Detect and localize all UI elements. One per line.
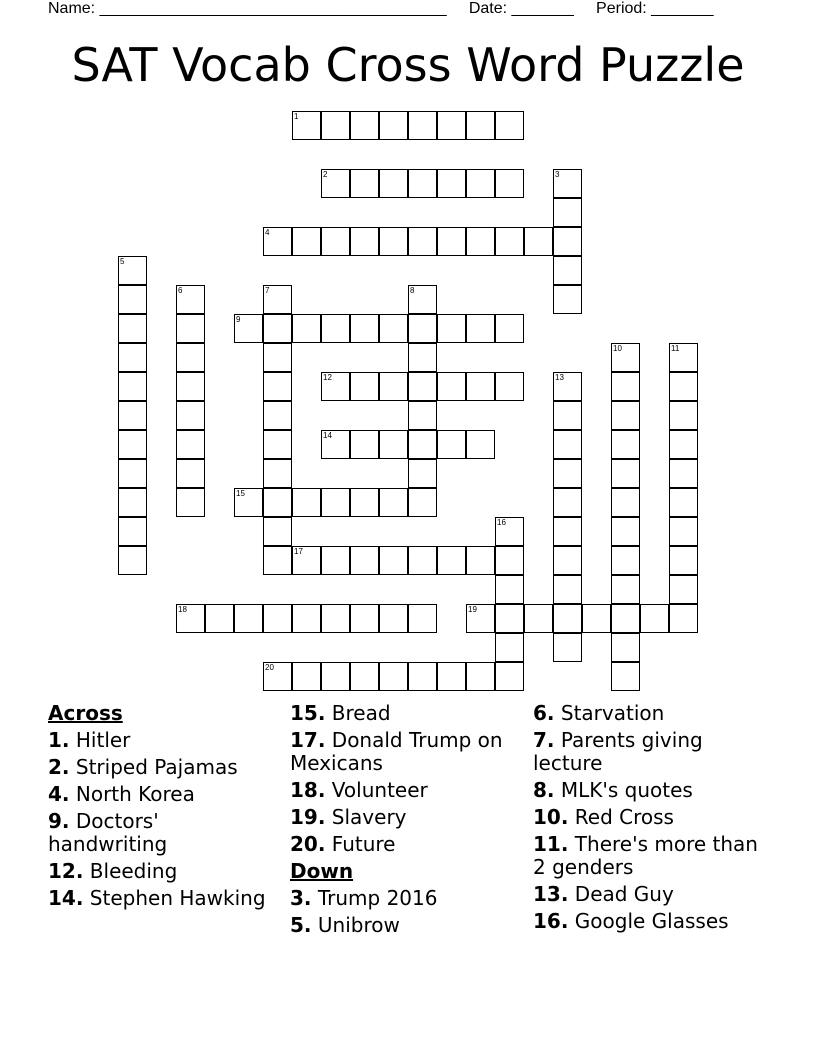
clue-down-10: 10. Red Cross	[533, 805, 674, 829]
grid-cell	[176, 372, 205, 401]
grid-cell	[669, 430, 698, 459]
grid-cell	[321, 314, 350, 343]
clue-across-14: 14. Stephen Hawking	[48, 886, 266, 910]
grid-cell	[669, 488, 698, 517]
grid-cell	[118, 430, 147, 459]
grid-cell	[466, 546, 495, 575]
clue-number-label: 15	[236, 489, 245, 498]
grid-cell	[379, 546, 408, 575]
grid-cell	[350, 546, 379, 575]
grid-cell	[408, 662, 437, 691]
grid-cell	[408, 227, 437, 256]
grid-cell	[408, 343, 437, 372]
clue-number-label: 8	[410, 286, 415, 295]
grid-cell	[466, 169, 495, 198]
clues-column-3	[533, 702, 773, 937]
grid-cell	[669, 546, 698, 575]
grid-cell	[408, 459, 437, 488]
grid-cell	[553, 285, 582, 314]
clue-across-19: 19. Slavery	[290, 805, 407, 829]
clue-across-2: 2. Striped Pajamas	[48, 755, 238, 779]
grid-cell	[495, 372, 524, 401]
clue-number-label: 5	[120, 257, 125, 266]
clue-number-label: 16	[497, 518, 506, 527]
grid-cell	[408, 169, 437, 198]
grid-cell	[118, 459, 147, 488]
grid-cell	[263, 401, 292, 430]
grid-cell	[379, 227, 408, 256]
grid-cell	[118, 314, 147, 343]
grid-cell	[379, 604, 408, 633]
clue-across-17: 17. Donald Trump on Mexicans	[290, 728, 503, 775]
grid-cell	[263, 430, 292, 459]
grid-cell	[321, 488, 350, 517]
grid-cell	[466, 662, 495, 691]
grid-cell	[379, 430, 408, 459]
clue-down-16: 16. Google Glasses	[533, 909, 729, 933]
grid-cell	[321, 111, 350, 140]
grid-cell	[495, 314, 524, 343]
grid-cell	[350, 111, 379, 140]
clue-across-9: 9. Doctors' handwriting	[48, 809, 168, 856]
grid-cell	[292, 604, 321, 633]
grid-cell	[495, 633, 524, 662]
grid-cell	[408, 604, 437, 633]
grid-cell	[379, 372, 408, 401]
grid-cell	[205, 604, 234, 633]
grid-cell	[408, 488, 437, 517]
grid-cell	[408, 372, 437, 401]
grid-cell	[611, 372, 640, 401]
grid-cell	[611, 459, 640, 488]
grid-cell	[611, 546, 640, 575]
grid-cell	[350, 169, 379, 198]
grid-cell	[669, 401, 698, 430]
clue-down-5: 5. Unibrow	[290, 913, 400, 937]
grid-cell	[553, 546, 582, 575]
grid-cell	[495, 604, 524, 633]
clue-number-label: 10	[613, 344, 622, 353]
grid-cell	[408, 401, 437, 430]
grid-cell	[553, 604, 582, 633]
clue-number-label: 3	[555, 170, 560, 179]
grid-cell	[669, 372, 698, 401]
grid-cell	[553, 227, 582, 256]
grid-cell	[263, 604, 292, 633]
clue-number-label: 12	[323, 373, 332, 382]
clue-number-label: 13	[555, 373, 564, 382]
grid-cell	[176, 459, 205, 488]
across-heading: Across	[48, 701, 123, 725]
grid-cell	[553, 459, 582, 488]
grid-cell	[495, 662, 524, 691]
clue-across-18: 18. Volunteer	[290, 778, 428, 802]
clue-number-label: 1	[294, 112, 299, 121]
grid-cell	[611, 604, 640, 633]
grid-cell	[379, 111, 408, 140]
grid-cell	[379, 314, 408, 343]
grid-cell	[176, 488, 205, 517]
clue-number-label: 14	[323, 431, 332, 440]
grid-cell	[263, 372, 292, 401]
grid-cell	[466, 314, 495, 343]
grid-cell	[379, 662, 408, 691]
clue-down-3: 3. Trump 2016	[290, 886, 438, 910]
grid-cell	[350, 430, 379, 459]
clue-number-label: 2	[323, 170, 328, 179]
grid-cell	[669, 459, 698, 488]
grid-cell	[669, 604, 698, 633]
clue-across-15: 15. Bread	[290, 701, 391, 725]
clue-number-label: 7	[265, 286, 270, 295]
grid-cell	[118, 517, 147, 546]
grid-cell	[611, 662, 640, 691]
grid-cell	[437, 169, 466, 198]
grid-cell	[495, 169, 524, 198]
grid-cell	[611, 488, 640, 517]
clue-number-label: 4	[265, 228, 270, 237]
grid-cell	[437, 111, 466, 140]
grid-cell	[292, 662, 321, 691]
grid-cell	[118, 546, 147, 575]
grid-cell	[669, 517, 698, 546]
clue-number-label: 9	[236, 315, 241, 324]
grid-cell	[408, 546, 437, 575]
grid-cell	[176, 343, 205, 372]
clue-across-12: 12. Bleeding	[48, 859, 178, 883]
grid-cell	[292, 488, 321, 517]
grid-cell	[495, 575, 524, 604]
clue-down-13: 13. Dead Guy	[533, 882, 674, 906]
grid-cell	[350, 227, 379, 256]
down-heading: Down	[290, 859, 354, 883]
grid-cell	[350, 604, 379, 633]
grid-cell	[669, 575, 698, 604]
clue-number-label: 6	[178, 286, 183, 295]
clue-across-1: 1. Hitler	[48, 728, 131, 752]
grid-cell	[466, 111, 495, 140]
clue-number-label: 17	[294, 547, 303, 556]
grid-cell	[350, 488, 379, 517]
grid-cell	[292, 227, 321, 256]
grid-cell	[437, 430, 466, 459]
grid-cell	[263, 517, 292, 546]
page-title: SAT Vocab Cross Word Puzzle	[71, 38, 745, 92]
clue-down-8: 8. MLK's quotes	[533, 778, 693, 802]
grid-cell	[350, 662, 379, 691]
grid-cell	[118, 343, 147, 372]
grid-cell	[263, 314, 292, 343]
grid-cell	[553, 575, 582, 604]
grid-cell	[611, 633, 640, 662]
grid-cell	[553, 517, 582, 546]
grid-cell	[437, 227, 466, 256]
grid-cell	[118, 285, 147, 314]
grid-cell	[321, 227, 350, 256]
grid-cell	[176, 401, 205, 430]
grid-cell	[408, 111, 437, 140]
grid-cell	[553, 256, 582, 285]
clue-down-7: 7. Parents giving lecture	[533, 728, 703, 775]
grid-cell	[118, 488, 147, 517]
grid-cell	[611, 517, 640, 546]
grid-cell	[379, 488, 408, 517]
header-fields: Name: _______________________________________ Date: _______ Period: _______	[48, 0, 714, 17]
grid-cell	[176, 314, 205, 343]
grid-cell	[263, 546, 292, 575]
grid-cell	[553, 401, 582, 430]
clues-column-1	[48, 702, 278, 914]
grid-cell	[408, 314, 437, 343]
clue-across-20: 20. Future	[290, 832, 396, 856]
grid-cell	[263, 459, 292, 488]
grid-cell	[292, 314, 321, 343]
clue-number-label: 11	[671, 344, 680, 353]
grid-cell	[640, 604, 669, 633]
grid-cell	[437, 546, 466, 575]
clues-column-2	[290, 702, 520, 941]
grid-cell	[321, 546, 350, 575]
grid-cell	[118, 372, 147, 401]
grid-cell	[321, 662, 350, 691]
grid-cell	[524, 604, 553, 633]
grid-cell	[437, 662, 466, 691]
grid-cell	[466, 430, 495, 459]
clue-number-label: 20	[265, 663, 274, 672]
grid-cell	[553, 198, 582, 227]
grid-cell	[495, 227, 524, 256]
grid-cell	[553, 633, 582, 662]
grid-cell	[611, 430, 640, 459]
grid-cell	[437, 372, 466, 401]
grid-cell	[176, 430, 205, 459]
grid-cell	[553, 430, 582, 459]
grid-cell	[495, 546, 524, 575]
clue-down-6: 6. Starvation	[533, 701, 665, 725]
grid-cell	[263, 343, 292, 372]
clue-number-label: 19	[468, 605, 477, 614]
grid-cell	[466, 372, 495, 401]
clue-down-11: 11. There's more than 2 genders	[533, 832, 758, 879]
clue-number-label: 18	[178, 605, 187, 614]
grid-cell	[466, 227, 495, 256]
grid-cell	[553, 488, 582, 517]
grid-cell	[350, 372, 379, 401]
grid-cell	[408, 430, 437, 459]
grid-cell	[350, 314, 379, 343]
grid-cell	[263, 488, 292, 517]
grid-cell	[582, 604, 611, 633]
grid-cell	[321, 604, 350, 633]
grid-cell	[437, 314, 466, 343]
grid-cell	[379, 169, 408, 198]
grid-cell	[611, 401, 640, 430]
grid-cell	[611, 575, 640, 604]
grid-cell	[234, 604, 263, 633]
clue-across-4: 4. North Korea	[48, 782, 195, 806]
grid-cell	[118, 401, 147, 430]
grid-cell	[524, 227, 553, 256]
grid-cell	[495, 111, 524, 140]
